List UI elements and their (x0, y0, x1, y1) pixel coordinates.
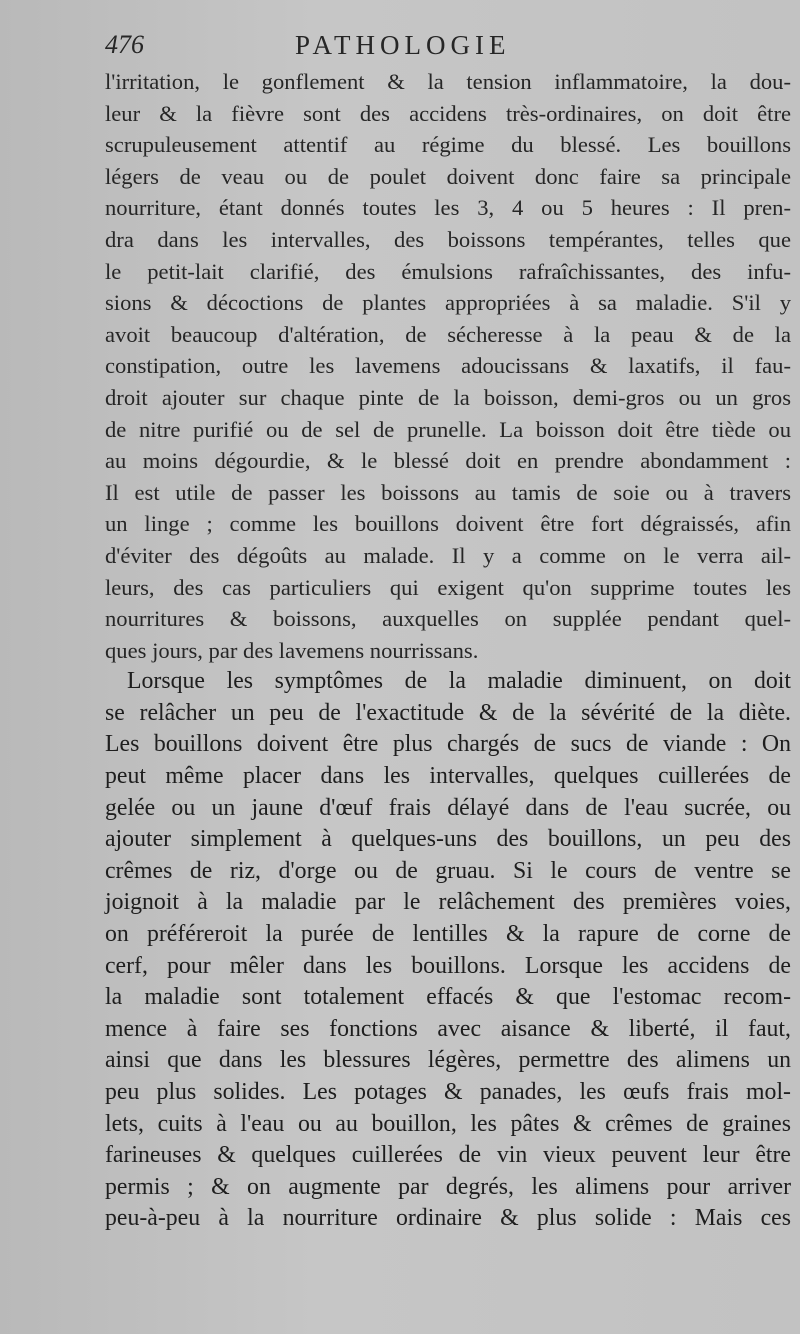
text-line: peu-à-peu à la nourriture ordinaire & plus solide : Mais ces (105, 1205, 791, 1232)
text-line: crêmes de riz, d'orge ou de gruau. Si le cours de ventre se (105, 857, 791, 884)
text-line: se relâcher un peu de l'exactitude & de la sévérité de la diète. (105, 699, 791, 726)
text-line: joignoit à la maladie par le relâchement des premières voies, (105, 889, 791, 916)
text-line: lets, cuits à l'eau ou au bouillon, les pâtes & crêmes de graines (105, 1110, 791, 1137)
text-line: gelée ou un jaune d'œuf frais délayé dans de l'eau sucrée, ou (105, 794, 791, 821)
paragraph-1 (105, 66, 791, 666)
text-line: nourriture, étant donnés toutes les 3, 4 ou 5 heures : Il pren- (105, 195, 791, 221)
text-line: sions & décoctions de plantes appropriées à sa maladie. S'il y (105, 290, 791, 316)
text-line: le petit-lait clarifié, des émulsions rafraîchissantes, des infu- (105, 258, 791, 284)
text-line: avoit beaucoup d'altération, de sécheresse à la peau & de la (105, 321, 791, 347)
text-line: leur & la fièvre sont des accidens très-ordinaires, on doit être (105, 100, 791, 126)
text-line: cerf, pour mêler dans les bouillons. Lorsque les accidens de (105, 952, 791, 979)
text-line: scrupuleusement attentif au régime du blessé. Les bouillons (105, 132, 791, 158)
body-text (105, 66, 791, 1235)
text-line: constipation, outre les lavemens adoucissans & laxatifs, il fau- (105, 353, 791, 379)
text-line: peu plus solides. Les potages & panades, les œufs frais mol- (105, 1079, 791, 1105)
text-line: droit ajouter sur chaque pinte de la boisson, demi-gros ou un gros (105, 384, 791, 410)
text-line: l'irritation, le gonflement & la tension inflammatoire, la dou- (105, 69, 791, 94)
text-line: Lorsque les symptômes de la maladie diminuent, on doit (127, 668, 791, 695)
running-title: PATHOLOGIE (295, 30, 511, 60)
text-line: permis ; & on augmente par degrés, les alimens pour arriver (105, 1173, 791, 1200)
text-line: dra dans les intervalles, des boissons tempérantes, telles que (105, 226, 791, 252)
text-line: ques jours, par des lavemens nourrissans. (105, 637, 479, 663)
text-line: nourritures & boissons, auxquelles on supplée pendant quel- (105, 606, 791, 632)
text-line: peut même placer dans les intervalles, quelques cuillerées de (105, 763, 791, 790)
text-line: mence à faire ses fonctions avec aisance & liberté, il faut, (105, 1015, 791, 1042)
text-line: d'éviter des dégoûts au malade. Il y a comme on le verra ail- (105, 542, 791, 568)
text-line: au moins dégourdie, & le blessé doit en prendre abondamment : (105, 448, 791, 474)
text-line: ainsi que dans les blessures légères, permettre des alimens un (105, 1047, 791, 1074)
paragraph-2 (105, 666, 791, 1235)
text-line: de nitre purifié ou de sel de prunelle. La boisson doit être tiède ou (105, 416, 791, 442)
text-line: Les bouillons doivent être plus chargés de sucs de viande : On (105, 731, 791, 758)
page-header (105, 30, 785, 64)
text-line: légers de veau ou de poulet doivent donc faire sa principale (105, 163, 791, 189)
text-line: on préféreroit la purée de lentilles & la rapure de corne de (105, 921, 791, 948)
text-line: farineuses & quelques cuillerées de vin vieux peuvent leur être (105, 1142, 791, 1169)
text-line: leurs, des cas particuliers qui exigent qu'on supprime toutes les (105, 574, 791, 600)
text-line: Il est utile de passer les boissons au tamis de soie ou à travers (105, 479, 791, 505)
text-line: la maladie sont totalement effacés & que l'estomac recom- (105, 984, 791, 1011)
page-number: 476 (105, 30, 144, 59)
text-line: ajouter simplement à quelques-uns des bouillons, un peu des (105, 826, 791, 853)
text-line: un linge ; comme les bouillons doivent être fort dégraissés, afin (105, 511, 791, 537)
